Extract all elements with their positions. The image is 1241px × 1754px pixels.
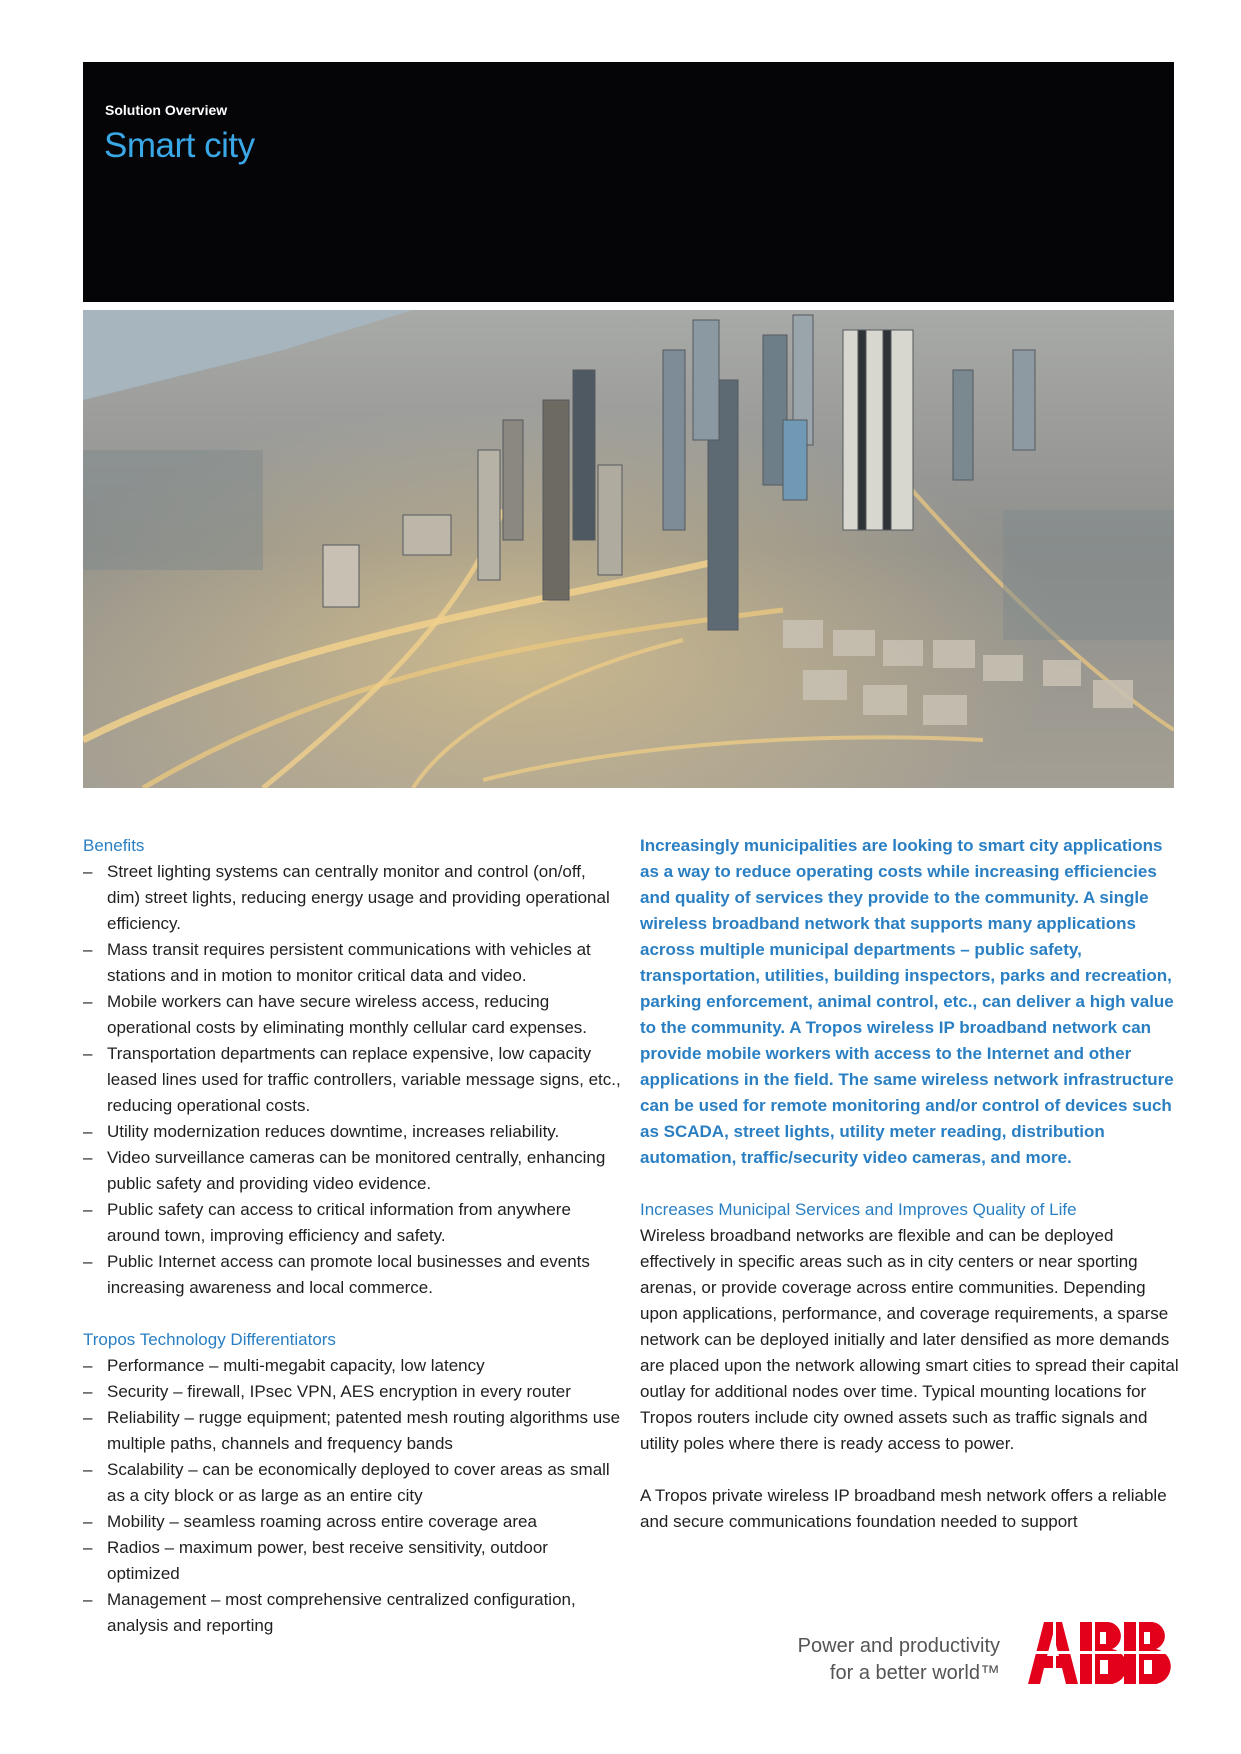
tagline-line: Power and productivity	[797, 1635, 1000, 1657]
page-title: Smart city	[104, 126, 255, 165]
differentiators-list	[83, 1353, 623, 1639]
body-paragraph: A Tropos private wireless IP broadband mesh network offers a reliable and secure communications foundation needed to support	[640, 1486, 1167, 1531]
list-item: – Street lighting systems can centrally monitor and control (on/off, dim) street lights, reducing energy usage and providing operational efficiency.	[83, 859, 623, 937]
list-item: – Security – firewall, IPsec VPN, AES encryption in every router	[83, 1379, 623, 1405]
aerial-city-photo	[83, 310, 1174, 788]
list-item: – Video surveillance cameras can be monitored centrally, enhancing public safety and providing video evidence.	[83, 1145, 623, 1197]
body-paragraph: Wireless broadband networks are flexible and can be deployed effectively in specific areas such as in city centers or near sporting arenas, or provide coverage across entire communities. Depending upon applications, performance, and coverage requirements, a sparse network can be deployed initially and later densified as more demands are placed upon the network allowing smart cities to spread their capital outlay for additional nodes over time. Typical mounting locations for Tropos routers include city owned assets such as traffic signals and utility poles where there is ready access to power.	[640, 1226, 1179, 1453]
abb-logo-icon	[1028, 1622, 1178, 1684]
document-type-label: Solution Overview	[105, 102, 228, 118]
differentiators-heading: Tropos Technology Differentiators	[83, 1330, 336, 1349]
list-item: – Performance – multi-megabit capacity, low latency	[83, 1353, 623, 1379]
abb-logo	[1028, 1622, 1178, 1689]
list-item: – Transportation departments can replace expensive, low capacity leased lines used for traffic controllers, variable message signs, etc., reducing operational costs.	[83, 1041, 623, 1119]
benefits-heading: Benefits	[83, 836, 145, 855]
list-item: – Mass transit requires persistent communications with vehicles at stations and in motion to monitor critical data and video.	[83, 937, 623, 989]
city-photo-illustration	[83, 310, 1174, 788]
list-item: – Scalability – can be economically deployed to cover areas as small as a city block or as large as an entire city	[83, 1457, 623, 1509]
left-column	[83, 833, 623, 1639]
header-banner	[83, 62, 1174, 302]
list-item: – Reliability – rugge equipment; patented mesh routing algorithms use multiple paths, channels and frequency bands	[83, 1405, 623, 1457]
tagline-line: for a better world™	[829, 1662, 1000, 1684]
intro-paragraph: Increasingly municipalities are looking to smart city applications as a way to reduce operating costs while increasing efficiencies and quality of services they provide to the community. A single wireless broadband network that supports many applications across multiple municipal departments – public safety, transportation, utilities, building inspectors, parks and recreation, parking enforcement, animal control, etc., can deliver a high value to the community. A Tropos wireless IP broadband network can provide mobile workers with access to the Internet and other applications in the field. The same wireless network infrastructure can be used for remote monitoring and/or control of devices such as SCADA, street lights, utility meter reading, distribution automation, traffic/security video cameras, and more.	[640, 836, 1174, 1167]
list-item: – Public safety can access to critical information from anywhere around town, improving efficiency and safety.	[83, 1197, 623, 1249]
benefits-list	[83, 859, 623, 1301]
tagline	[700, 1633, 1000, 1687]
list-item: – Utility modernization reduces downtime, increases reliability.	[83, 1119, 623, 1145]
list-item: – Radios – maximum power, best receive sensitivity, outdoor optimized	[83, 1535, 623, 1587]
section-heading: Increases Municipal Services and Improves Quality of Life	[640, 1200, 1077, 1219]
list-item: – Public Internet access can promote local businesses and events increasing awareness and local commerce.	[83, 1249, 623, 1301]
list-item: – Management – most comprehensive centralized configuration, analysis and reporting	[83, 1587, 623, 1639]
list-item: – Mobile workers can have secure wireless access, reducing operational costs by eliminating monthly cellular card expenses.	[83, 989, 623, 1041]
list-item: – Mobility – seamless roaming across entire coverage area	[83, 1509, 623, 1535]
right-column	[640, 833, 1180, 1535]
